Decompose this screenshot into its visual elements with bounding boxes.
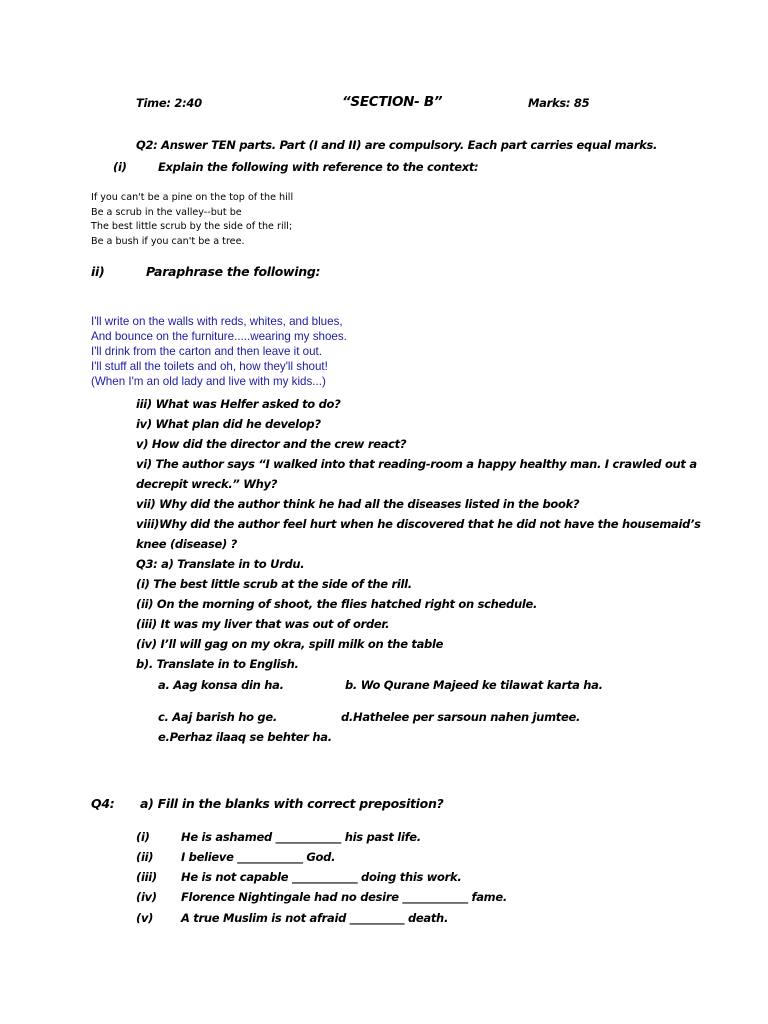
question-viii: viii)Why did the author feel hurt when he discovered that he did not have the housemaid’s: [136, 517, 701, 531]
fill-item-number: (i): [136, 830, 150, 844]
english-item-e: e.Perhaz ilaaq se behter ha.: [158, 730, 332, 744]
q4-number: Q4:: [91, 796, 115, 811]
question-vi-continued: decrepit wreck.” Why?: [136, 477, 278, 491]
question-vi: vi) The author says “I walked into that reading-room a happy healthy man. I crawled out a: [136, 457, 697, 471]
section-title: “SECTION- B”: [342, 94, 443, 110]
q3-b-heading: b). Translate in to English.: [136, 657, 299, 671]
paraphrase-line: I'll drink from the carton and then leave it out.: [91, 345, 322, 358]
english-item-b: b. Wo Qurane Majeed ke tilawat karta ha.: [345, 678, 603, 692]
fill-item-number: (v): [136, 911, 154, 925]
urdu-item: (i) The best little scrub at the side of the rill.: [136, 577, 412, 591]
fill-item-text: I believe ____________ God.: [181, 850, 336, 864]
q2-part1-text: Explain the following with reference to the context:: [158, 160, 479, 174]
question-iii: iii) What was Helfer asked to do?: [136, 397, 341, 411]
marks-label: Marks: 85: [528, 96, 590, 110]
paraphrase-line: (When I'm an old lady and live with my kids...): [91, 375, 326, 388]
fill-item-text: Florence Nightingale had no desire ____________ fame.: [181, 890, 507, 904]
question-v: v) How did the director and the crew react?: [136, 437, 407, 451]
poem-line: The best little scrub by the side of the rill;: [91, 221, 293, 232]
q2-part2-number: ii): [91, 264, 105, 279]
poem-line: If you can't be a pine on the top of the hill: [91, 192, 294, 203]
fill-item-text: He is not capable ____________ doing this work.: [181, 870, 462, 884]
english-item-a: a. Aag konsa din ha.: [158, 678, 284, 692]
paraphrase-line: I'll write on the walls with reds, whites, and blues,: [91, 315, 343, 328]
english-item-c: c. Aaj barish ho ge.: [158, 710, 277, 724]
question-vii: vii) Why did the author think he had all the diseases listed in the book?: [136, 497, 580, 511]
paraphrase-line: And bounce on the furniture.....wearing my shoes.: [91, 330, 347, 343]
question-iv: iv) What plan did he develop?: [136, 417, 321, 431]
question-viii-continued: knee (disease) ?: [136, 537, 238, 551]
poem-line: Be a bush if you can't be a tree.: [91, 235, 245, 247]
q4-heading: a) Fill in the blanks with correct preposition?: [140, 796, 444, 811]
poem-block: [91, 191, 293, 249]
urdu-item: (iii) It was my liver that was out of order.: [136, 617, 390, 631]
time-label: Time: 2:40: [136, 96, 202, 110]
paraphrase-line: I'll stuff all the toilets and oh, how they'll shout!: [91, 360, 328, 373]
poem-line: Be a scrub in the valley--but be: [91, 206, 242, 218]
fill-item-text: He is ashamed ____________ his past life.: [181, 830, 421, 844]
q2-instruction: Q2: Answer TEN parts. Part (I and II) are compulsory. Each part carries equal marks.: [136, 138, 658, 152]
fill-item-number: (iii): [136, 870, 157, 884]
urdu-item: (iv) I’ll will gag on my okra, spill milk on the table: [136, 637, 444, 651]
fill-item-text: A true Muslim is not afraid __________ death.: [181, 911, 449, 925]
english-item-d: d.Hathelee per sarsoun nahen jumtee.: [341, 710, 581, 724]
urdu-item: (ii) On the morning of shoot, the flies hatched right on schedule.: [136, 597, 538, 611]
q3-heading: Q3: a) Translate in to Urdu.: [136, 557, 305, 571]
fill-item-number: (ii): [136, 850, 154, 864]
fill-item-number: (iv): [136, 890, 157, 904]
q2-part2-text: Paraphrase the following:: [146, 264, 321, 279]
paraphrase-block: [91, 314, 347, 389]
q2-part1-number: (i): [113, 160, 127, 174]
